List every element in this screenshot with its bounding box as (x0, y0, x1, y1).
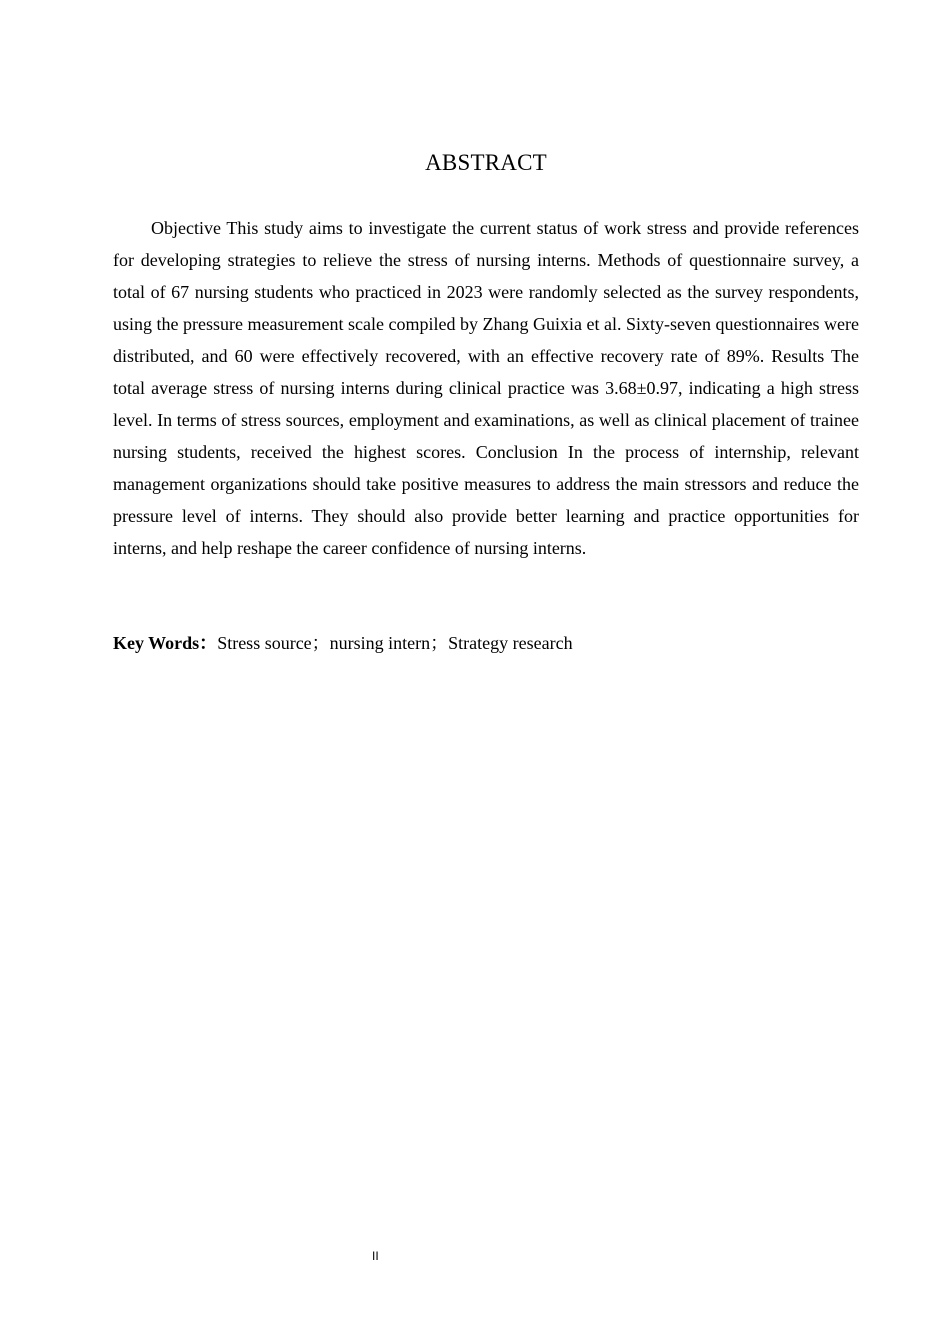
keywords-line (113, 628, 859, 658)
keywords-label: Key Words： (113, 633, 218, 653)
keyword-item: Stress source； (217, 633, 330, 653)
keyword-item: nursing intern； (329, 633, 449, 653)
keyword-item: Strategy research (448, 633, 573, 653)
abstract-title: ABSTRACT (425, 150, 547, 175)
page-number: II (372, 1249, 379, 1263)
abstract-paragraph: Objective This study aims to investigate the current status of work stress and provide references for developing strategies to relieve the stress of nursing interns. Methods of questionnaire survey, a total of 67 nursing students who practiced in 2023 were randomly selected as the survey respondents, using the pressure measurement scale compiled by Zhang Guixia et al. Sixty-seven questionnaires were distributed, and 60 were effectively recovered, with an effective recovery rate of 89%. Results The total average stress of nursing interns during clinical practice was 3.68±0.97, indicating a high stress level. In terms of stress sources, employment and examinations, as well as clinical placement of trainee nursing students, received the highest scores. Conclusion In the process of internship, relevant management organizations should take positive measures to address the main stressors and reduce the pressure level of interns. They should also provide better learning and practice opportunities for interns, and help reshape the career confidence of nursing interns. (113, 218, 859, 558)
